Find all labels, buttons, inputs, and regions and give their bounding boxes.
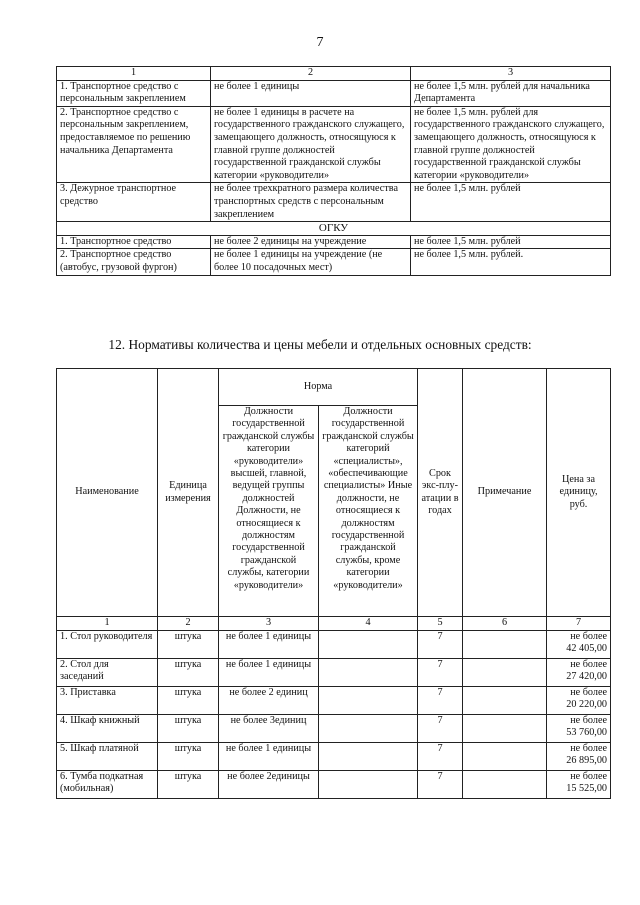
item-note [463, 659, 547, 687]
price-prefix: не более [570, 743, 608, 754]
vehicle-quantity: не более 2 единицы на учреждение [211, 235, 411, 249]
item-name: 1. Стол руководителя [57, 631, 158, 659]
section-heading: 12. Нормативы количества и цены мебели и отдельных основных средств: [108, 337, 532, 352]
vehicle-quantity: не более 1 единицы на учреждение (не более 10 посадочных мест) [211, 249, 411, 275]
item-unit: штука [158, 687, 219, 715]
item-name: 3. Приставка [57, 687, 158, 715]
vehicle-name: 1. Транспортное средство [57, 235, 211, 249]
vehicle-price: не более 1,5 млн. рублей [411, 183, 611, 222]
table-row [57, 249, 611, 275]
table-row [57, 183, 611, 222]
table-row [57, 715, 611, 743]
item-name: 2. Стол для заседаний [57, 659, 158, 687]
table-row [57, 106, 611, 183]
table1-col-number: 3 [411, 67, 611, 81]
item-term: 7 [418, 743, 463, 771]
item-price [547, 715, 611, 743]
price-prefix: не более [570, 687, 608, 698]
vehicle-quantity: не более 1 единицы в расчете на государственного гражданского служащего, замещающего должность, относящуюся к главной группе должностей государственной гражданской службы категории «руководители» [211, 106, 411, 183]
vehicle-name: 2. Транспортное средство (автобус, грузовой фургон) [57, 249, 211, 275]
vehicle-price: не более 1,5 млн. рублей. [411, 249, 611, 275]
item-unit: штука [158, 631, 219, 659]
vehicle-name: 1. Транспортное средство с персональным закреплением [57, 80, 211, 106]
item-norm-lead: не более 2единицы [219, 771, 319, 799]
header-term: Срок экс-плу-атации в годах [418, 369, 463, 617]
vehicle-name: 3. Дежурное транспортное средство [57, 183, 211, 222]
item-norm-spec [319, 771, 418, 799]
item-unit: штука [158, 715, 219, 743]
table-row [57, 631, 611, 659]
table2-col-number: 7 [547, 617, 611, 631]
table2-col-number: 5 [418, 617, 463, 631]
item-norm-lead: не более 3единиц [219, 715, 319, 743]
item-norm-spec [319, 743, 418, 771]
table2-col-number: 6 [463, 617, 547, 631]
price-value: 53 760,00 [566, 727, 608, 739]
header-norm-spec: Должности государственной гражданской службы категорий «специалисты», «обеспечивающие специалисты» Иные должности, не относящиеся к должностям государственной гражданской службы, кроме категории «руководители» [319, 406, 418, 617]
section-label: ОГКУ [57, 222, 611, 236]
item-price [547, 743, 611, 771]
price-prefix: не более [570, 771, 608, 782]
transport-norms-table [56, 66, 611, 276]
table-row [57, 771, 611, 799]
item-price [547, 771, 611, 799]
vehicle-quantity: не более трехкратного размера количества транспортных средств с персональным закреплением [211, 183, 411, 222]
price-value: 27 420,00 [566, 671, 608, 683]
item-norm-spec [319, 631, 418, 659]
item-name: 5. Шкаф платяной [57, 743, 158, 771]
header-name: Наименование [57, 369, 158, 617]
item-note [463, 715, 547, 743]
item-norm-lead: не более 2 единиц [219, 687, 319, 715]
page-number: 7 [316, 35, 324, 50]
vehicle-quantity: не более 1 единицы [211, 80, 411, 106]
price-value: 20 220,00 [566, 699, 608, 711]
furniture-norms-table [56, 368, 611, 799]
item-norm-spec [319, 715, 418, 743]
item-name: 4. Шкаф книжный [57, 715, 158, 743]
item-norm-spec [319, 659, 418, 687]
price-prefix: не более [570, 659, 608, 670]
item-note [463, 743, 547, 771]
table-row [57, 687, 611, 715]
table-row [57, 235, 611, 249]
table2-number-row [57, 617, 611, 631]
item-norm-spec [319, 687, 418, 715]
price-prefix: не более [570, 715, 608, 726]
table-row [57, 80, 611, 106]
item-norm-lead: не более 1 единицы [219, 659, 319, 687]
table1-col-number: 1 [57, 67, 211, 81]
header-price: Цена за единицу, руб. [547, 369, 611, 617]
vehicle-price: не более 1,5 млн. рублей для начальника Департамента [411, 80, 611, 106]
table2-col-number: 2 [158, 617, 219, 631]
header-norm-lead: Должности государственной гражданской службы категории «руководители» высшей, главной, ведущей группы должностей Должности, не относящиеся к должностям государственной гражданской службы, категории «руководители» [219, 406, 319, 617]
price-value: 26 895,00 [566, 755, 608, 767]
table-row [57, 743, 611, 771]
item-note [463, 771, 547, 799]
table1-col-number: 2 [211, 67, 411, 81]
item-norm-lead: не более 1 единицы [219, 631, 319, 659]
table2-col-number: 1 [57, 617, 158, 631]
item-unit: штука [158, 743, 219, 771]
item-unit: штука [158, 771, 219, 799]
item-price [547, 687, 611, 715]
header-unit: Единица измерения [158, 369, 219, 617]
table-row [57, 659, 611, 687]
table2-col-number: 4 [319, 617, 418, 631]
vehicle-price: не более 1,5 млн. рублей [411, 235, 611, 249]
header-note: Примечание [463, 369, 547, 617]
item-price [547, 631, 611, 659]
item-term: 7 [418, 659, 463, 687]
item-name: 6. Тумба подкатная (мобильная) [57, 771, 158, 799]
section-row [57, 222, 611, 236]
vehicle-name: 2. Транспортное средство с персональным закреплением, предоставляемое по решению начальника Департамента [57, 106, 211, 183]
item-norm-lead: не более 1 единицы [219, 743, 319, 771]
table2-col-number: 3 [219, 617, 319, 631]
item-note [463, 631, 547, 659]
item-note [463, 687, 547, 715]
item-term: 7 [418, 771, 463, 799]
price-value: 42 405,00 [566, 643, 608, 655]
item-unit: штука [158, 659, 219, 687]
table1-header-row [57, 67, 611, 81]
item-term: 7 [418, 687, 463, 715]
price-value: 15 525,00 [566, 783, 608, 795]
item-term: 7 [418, 631, 463, 659]
item-term: 7 [418, 715, 463, 743]
header-norm: Норма [219, 369, 418, 406]
table2-header-row [57, 369, 611, 406]
vehicle-price: не более 1,5 млн. рублей для государственного гражданского служащего, замещающего должность, относящуюся к главной группе должностей государственной гражданской службы категории «руководители» [411, 106, 611, 183]
item-price [547, 659, 611, 687]
price-prefix: не более [570, 631, 608, 642]
